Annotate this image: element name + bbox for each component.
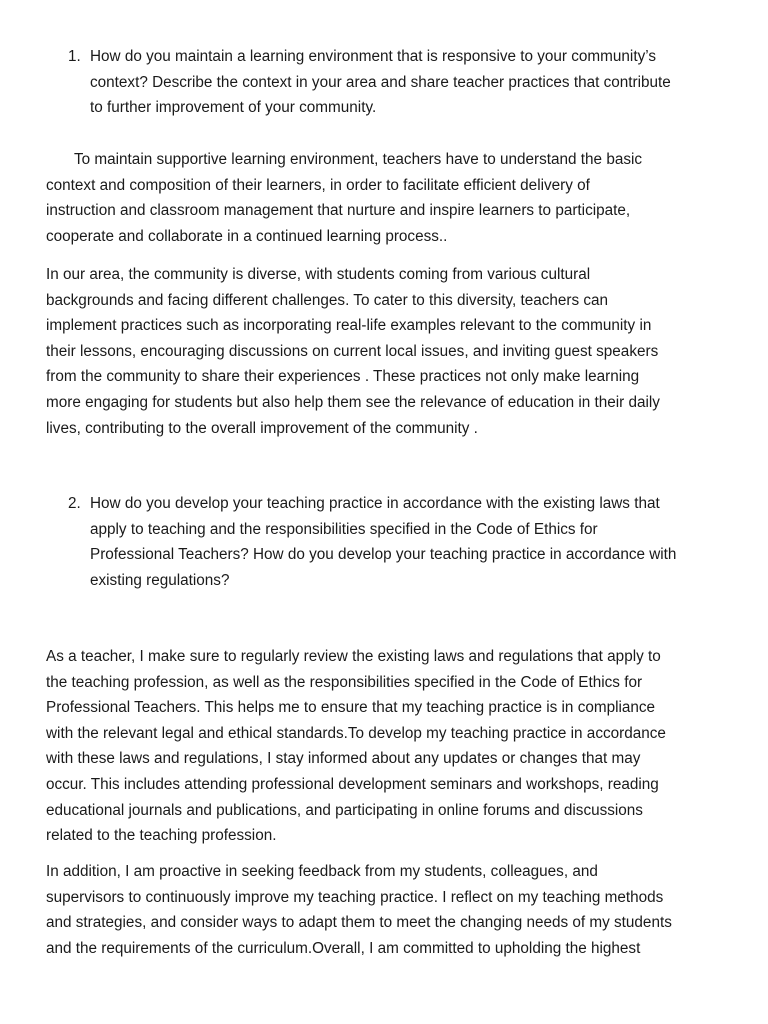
question-line: Professional Teachers? How do you develop your teaching practice in accordance with <box>90 546 677 564</box>
paragraph-line: occur. This includes attending professional development seminars and workshops, reading <box>46 775 659 793</box>
paragraph-line: the teaching profession, as well as the responsibilities specified in the Code of Ethics for <box>46 673 643 691</box>
paragraph-line: more engaging for students but also help them see the relevance of education in their daily <box>46 393 660 411</box>
paragraph-line: and strategies, and consider ways to adapt them to meet the changing needs of my students <box>46 914 672 932</box>
paragraph-line: related to the teaching profession. <box>46 827 277 845</box>
paragraph-line: from the community to share their experiences . These practices not only make learning <box>46 368 640 386</box>
paragraph-line: lives, contributing to the overall improvement of the community . <box>46 419 478 437</box>
paragraph-line: In our area, the community is diverse, with students coming from various cultural <box>46 266 591 283</box>
paragraph-1 <box>46 147 768 249</box>
paragraph-line: In addition, I am proactive in seeking feedback from my students, colleagues, and <box>46 863 598 880</box>
paragraph-line: educational journals and publications, and participating in online forums and discussions <box>46 801 643 819</box>
question-line: How do you develop your teaching practice in accordance with the existing laws that <box>90 495 660 512</box>
paragraph-line: with the relevant legal and ethical standards.To develop my teaching practice in accordance <box>46 724 666 742</box>
paragraph-line: implement practices such as incorporating real-life examples relevant to the community in <box>46 317 652 335</box>
question-line: How do you maintain a learning environment that is responsive to your community’s <box>90 48 656 65</box>
paragraph-line: their lessons, encouraging discussions on current local issues, and inviting guest speakers <box>46 342 659 360</box>
paragraph-line: context and composition of their learners, in order to facilitate efficient delivery of <box>46 176 590 194</box>
paragraph-line: supervisors to continuously improve my teaching practice. I reflect on my teaching methods <box>46 888 664 906</box>
question-line: existing regulations? <box>90 571 230 589</box>
paragraph-line: backgrounds and facing different challenges. To cater to this diversity, teachers can <box>46 291 609 309</box>
paragraph-line: with these laws and regulations, I stay informed about any updates or changes that may <box>46 750 641 768</box>
paragraph-3 <box>46 644 768 849</box>
paragraph-4 <box>46 859 768 961</box>
paragraph-line: As a teacher, I make sure to regularly review the existing laws and regulations that apply to <box>46 648 661 665</box>
list-number: 2. <box>68 495 81 512</box>
paragraph-line: and the requirements of the curriculum.Overall, I am committed to upholding the highest <box>46 939 641 957</box>
question-line: context? Describe the context in your area and share teacher practices that contribute <box>90 73 671 91</box>
paragraph-line: cooperate and collaborate in a continued learning process.. <box>46 227 448 245</box>
paragraph-line: instruction and classroom management that nurture and inspire learners to participate, <box>46 202 631 220</box>
question-line: to further improvement of your community. <box>90 99 377 117</box>
paragraph-2 <box>46 262 768 441</box>
paragraph-line: To maintain supportive learning environment, teachers have to understand the basic <box>74 151 643 168</box>
paragraph-line: Professional Teachers. This helps me to ensure that my teaching practice is in compliance <box>46 699 656 717</box>
list-number: 1. <box>68 48 81 65</box>
question-line: apply to teaching and the responsibilities specified in the Code of Ethics for <box>90 520 598 538</box>
